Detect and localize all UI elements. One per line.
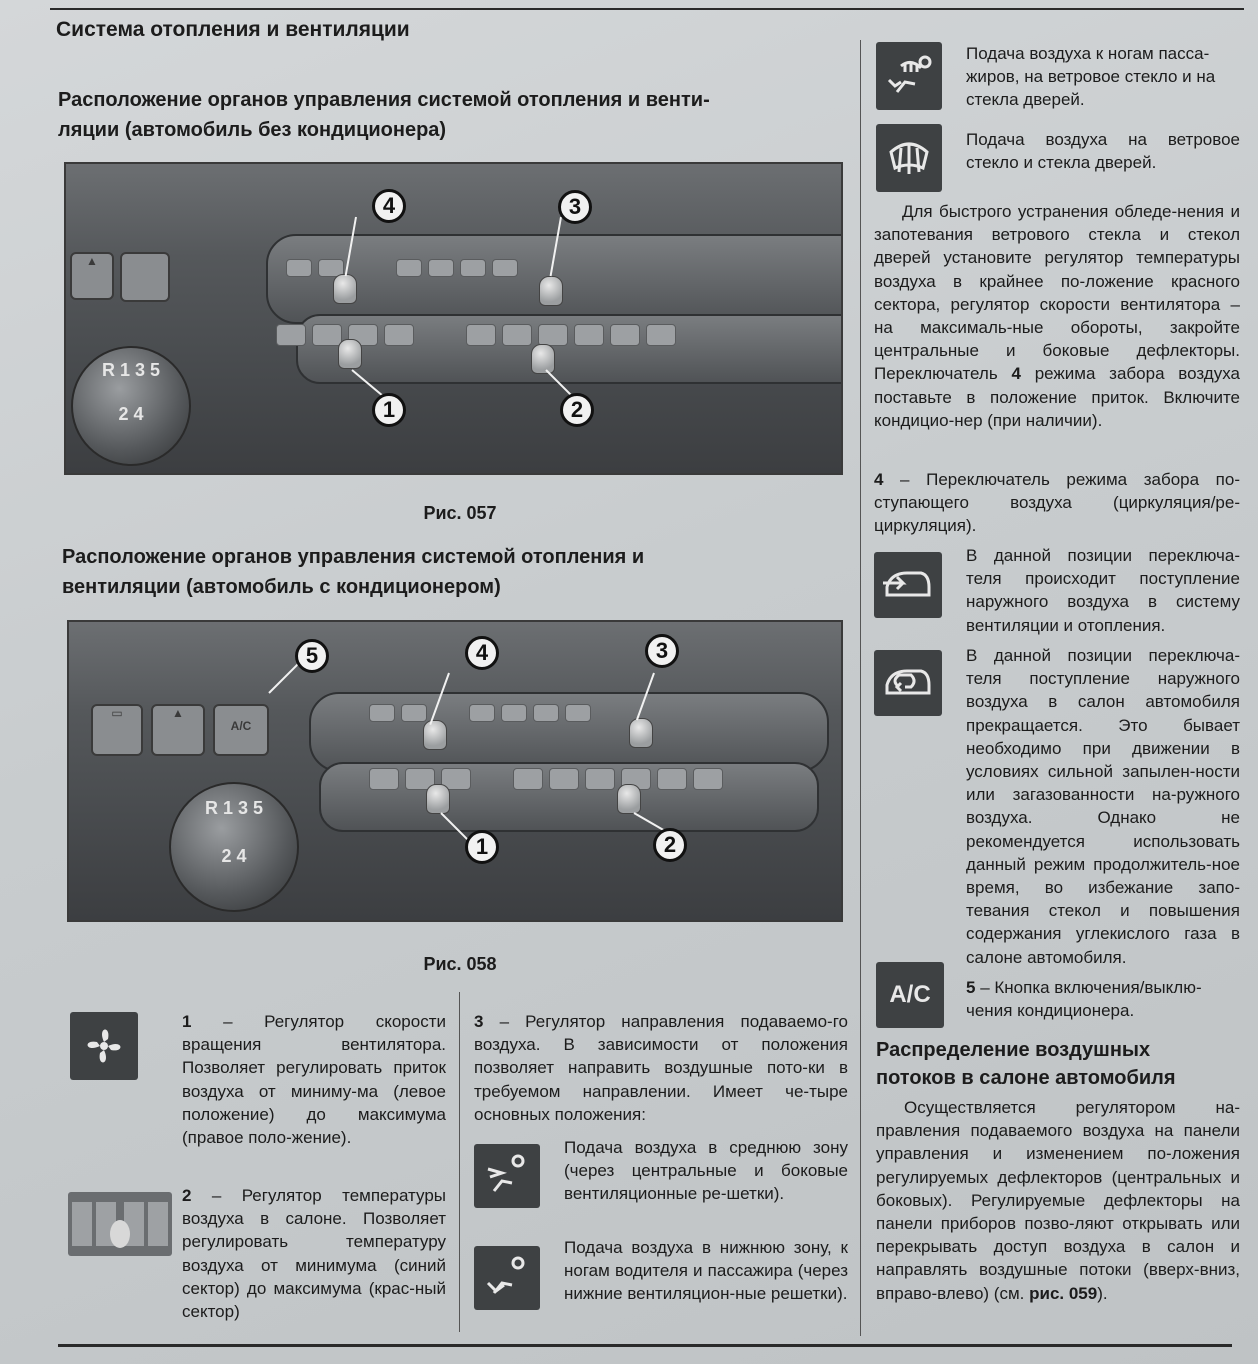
gear-bottom-label: 2 4 xyxy=(221,846,247,866)
temp-scale-segment xyxy=(538,324,568,346)
feet-mode-icon xyxy=(474,1246,540,1310)
fan-scale-segment xyxy=(384,324,414,346)
fig1-heading-line1: Расположение органов управления системой отопления и венти- xyxy=(58,89,710,111)
temp-scale-segment xyxy=(574,324,604,346)
gear-top-label: R 1 3 5 xyxy=(101,360,161,380)
fresh-air-icon xyxy=(401,704,427,722)
gear-knob xyxy=(71,346,191,466)
callout-1: 1 xyxy=(465,830,499,864)
feet-mode-icon xyxy=(501,704,527,722)
fig2-heading-line1: Расположение органов управления системой отопления и xyxy=(62,546,645,568)
item-3-description xyxy=(474,1010,848,1126)
defrost-instructions xyxy=(874,200,1240,432)
item-1-text: – Регулятор скорости вращения вентилятора. Позволяет регулировать приток воздуха от миниму-ма (левое положение) до максимума (правое поло-жение). xyxy=(182,1012,446,1148)
gear-top-label: R 1 3 5 xyxy=(204,798,264,818)
position-1-description: Подача воздуха в среднюю зону (через центральные и боковые вентиляционные ре-шетки). xyxy=(564,1138,848,1204)
temperature-knob-icon xyxy=(68,1192,172,1256)
fresh-air-description: В данной позиции переключа-теля происходит поступление наружного воздуха в систему вентиляции и отопления. xyxy=(966,546,1240,635)
callout-2: 2 xyxy=(560,393,594,427)
fan-scale-row xyxy=(276,324,676,346)
knob-4 xyxy=(333,274,357,304)
vent-mode-icon xyxy=(469,704,495,722)
top-rule xyxy=(50,8,1244,10)
vent-mode-icon xyxy=(474,1144,540,1208)
gear-bottom-label: 2 4 xyxy=(118,404,144,424)
air-distribution-end: ). xyxy=(1097,1283,1108,1303)
left-button xyxy=(120,252,170,302)
air-distribution-text xyxy=(876,1096,1240,1305)
defrost-switch-number: 4 xyxy=(1011,364,1021,384)
feet-defrost-icon xyxy=(533,704,559,722)
figure-057-image xyxy=(64,162,843,475)
temp-scale-segment xyxy=(513,768,543,790)
item-4-number: 4 xyxy=(874,470,884,489)
windshield-defrost-icon xyxy=(876,124,942,192)
ac-icon: A/C xyxy=(876,962,944,1028)
column-divider xyxy=(459,992,460,1332)
hazard-button: ▲ xyxy=(151,704,205,756)
temp-scale-segment xyxy=(466,324,496,346)
item-1-number: 1 xyxy=(182,1012,192,1031)
vent-mode-icon xyxy=(396,259,422,277)
temp-scale-segment xyxy=(657,768,687,790)
position-2-description: Подача воздуха в нижнюю зону, к ногам водителя и пассажира (через нижние вентиляцион-ные решетки). xyxy=(564,1238,848,1304)
figure-057-caption: Рис. 057 xyxy=(423,503,497,523)
temp-scale-segment xyxy=(585,768,615,790)
item-2-description xyxy=(182,1184,446,1323)
air-distribution-heading xyxy=(876,1036,1176,1092)
item-5-text: – Кнопка включения/выклю-чения кондиционера. xyxy=(966,978,1202,1021)
feet-defrost-mode-icon xyxy=(876,42,942,110)
knob-1 xyxy=(426,784,450,814)
item-3-number: 3 xyxy=(474,1012,484,1031)
item-2-number: 2 xyxy=(182,1186,192,1205)
fig1-heading xyxy=(58,85,710,145)
item-3-text: – Регулятор направления подаваемо-го воздуха. В зависимости от положения позволяет направить воздушные пото-ки в требуемом направлении. Имеет че-тыре основных положения: xyxy=(474,1012,848,1124)
recirc-icon xyxy=(369,704,395,722)
defrost-text: Для быстрого устранения обледе-нения и запотевания ветрового стекла и стекол дверей установите регулятор температуры воздуха в крайнее по-ложение красного сектора, регулятор скорости вентилятора – на максималь-ные обороты, закройте центральные и боковые дефлекторы. Переключатель xyxy=(874,202,1240,384)
item-4-description xyxy=(874,468,1240,538)
callout-2: 2 xyxy=(653,828,687,862)
recirculation-mode-icon xyxy=(874,650,942,716)
fan-scale-segment xyxy=(312,324,342,346)
callout-4: 4 xyxy=(372,189,406,223)
temp-scale-segment xyxy=(549,768,579,790)
defrost-text-tail: режима забора воздуха поставьте в положение приток. Включите кондицио-нер (при наличии). xyxy=(874,364,1240,430)
item-4-text: – Переключатель режима забора по-ступающего воздуха (циркуляция/ре-циркуляция). xyxy=(874,470,1240,536)
figure-059-reference: рис. 059 xyxy=(1029,1283,1098,1303)
hazard-button: ▲ xyxy=(70,252,114,300)
callout-4: 4 xyxy=(465,636,499,670)
feet-defrost-icon xyxy=(460,259,486,277)
figure-058-caption: Рис. 058 xyxy=(423,954,497,974)
air-distribution-heading-line1: Распределение воздушных xyxy=(876,1039,1151,1061)
fan-icon xyxy=(70,1012,138,1080)
recirc-icon xyxy=(286,259,312,277)
section-title: Система отопления и вентиляции xyxy=(56,18,410,41)
temp-scale-segment xyxy=(646,324,676,346)
figure-058-image xyxy=(67,620,843,922)
temp-scale-segment xyxy=(693,768,723,790)
air-distribution-heading-line2: потоков в салоне автомобиля xyxy=(876,1067,1176,1089)
recirculation-description: В данной позиции переключа-теля поступление наружного воздуха в салон автомобиля прекращается. Это бывает необходимо при движении в условиях сильной запылен-ности или загазованности на-ружного воздуха. Однако не рекомендуется использовать данный режим продолжитель-ное время, во избежание запо-тевания стекол и повышения содержания углекислого газа в салоне автомобиля. xyxy=(966,646,1240,967)
defrost-icon xyxy=(565,704,591,722)
fan-scale-row xyxy=(369,768,723,790)
mode-icons-row xyxy=(369,704,591,722)
temp-scale-segment xyxy=(502,324,532,346)
item-2-text: – Регулятор температуры воздуха в салоне. Позволяет регулировать температуру воздуха от минимума (синий сектор) до максимума (крас-ный сектор) xyxy=(182,1186,446,1322)
bottom-rule xyxy=(58,1344,1232,1347)
item-5-number: 5 xyxy=(966,978,976,997)
item-5-description xyxy=(966,976,1240,1022)
ac-button-photo: A/C xyxy=(213,704,269,756)
knob-2 xyxy=(531,344,555,374)
knob-3 xyxy=(629,718,653,748)
fig2-heading xyxy=(62,542,644,602)
knob-2 xyxy=(617,784,641,814)
temp-scale-segment xyxy=(610,324,640,346)
gear-knob xyxy=(169,782,299,912)
position-4-description: Подача воздуха на ветровое стекло и стекла дверей. xyxy=(966,130,1240,173)
knob-3 xyxy=(539,276,563,306)
fresh-air-mode-icon xyxy=(874,552,942,618)
air-distribution-body: Осуществляется регулятором на-правления подаваемого воздуха на панели управления и изменением по-ложения регулируемых дефлекторов (центральных и боковых). Регулируемые дефлекторы на панели приборов позво-ляют открывать или перекрывать доступ воздуха в салон и направлять воздушные потоки (вверх-вниз, вправо-влево) (см. xyxy=(876,1098,1240,1303)
callout-3: 3 xyxy=(645,634,679,668)
callout-5: 5 xyxy=(295,639,329,673)
knob-1 xyxy=(338,339,362,369)
defrost-icon xyxy=(492,259,518,277)
fig2-heading-line2: вентиляции (автомобиль с кондиционером) xyxy=(62,576,501,598)
callout-3: 3 xyxy=(558,190,592,224)
item-1-description xyxy=(182,1010,446,1149)
feet-mode-icon xyxy=(428,259,454,277)
callout-1: 1 xyxy=(372,393,406,427)
fan-scale-segment xyxy=(276,324,306,346)
position-3-description: Подача воздуха к ногам пасса-жиров, на ветровое стекло и на стекла дверей. xyxy=(966,44,1216,110)
fan-scale-segment xyxy=(369,768,399,790)
mode-icons-row xyxy=(286,259,518,277)
column-divider xyxy=(860,40,861,1336)
knob-4 xyxy=(423,720,447,750)
rear-defrost-button: ▭ xyxy=(91,704,143,756)
fig1-heading-line2: ляции (автомобиль без кондиционера) xyxy=(58,119,447,141)
